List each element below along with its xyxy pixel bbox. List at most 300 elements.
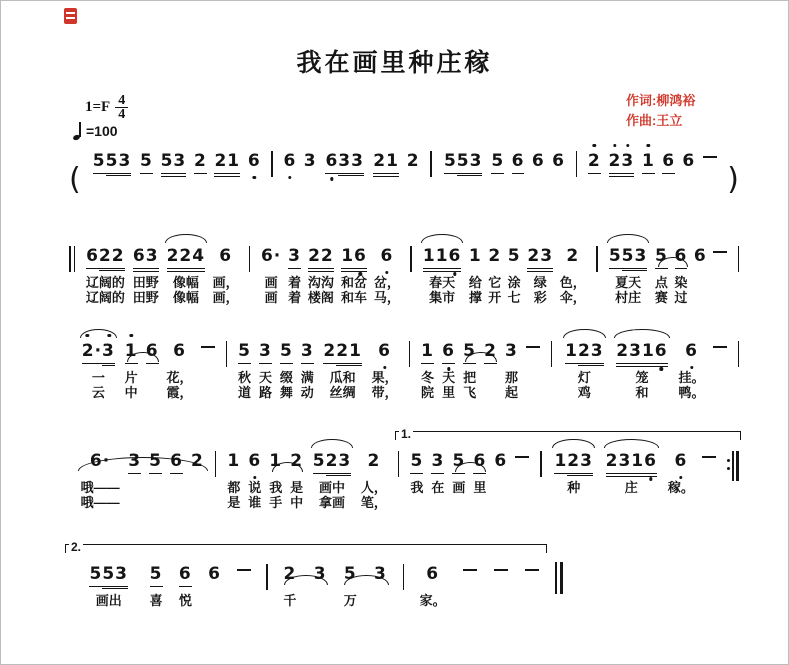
- note-group: 2: [588, 151, 601, 174]
- note-cell: [162, 246, 209, 305]
- sixteenth-beam-group: 3: [102, 341, 115, 361]
- lyric-line-1: 我: [410, 480, 424, 495]
- lyric-line-2: 撑: [468, 290, 482, 305]
- note-group: 3: [288, 246, 301, 269]
- note-group: 6·: [260, 246, 282, 266]
- note-group: [463, 564, 477, 584]
- note-group: 2: [367, 451, 381, 471]
- lyric-line-1: 春天: [429, 275, 456, 290]
- note-cell: [318, 341, 368, 400]
- measure: [273, 151, 430, 210]
- note-group: 5: [238, 341, 251, 364]
- lyric-line-1: 笼: [635, 370, 649, 385]
- note-group: 6: [170, 451, 183, 474]
- note-cell: [675, 341, 709, 400]
- note-text: [444, 151, 483, 171]
- note-group: 553: [609, 246, 648, 269]
- measure: [75, 246, 249, 305]
- note-text: [606, 451, 657, 471]
- note-group: 6·: [89, 451, 111, 471]
- note-text: [301, 341, 314, 361]
- lyric-line-1: 辽阔的: [85, 275, 125, 290]
- note-cell: [486, 564, 517, 623]
- note-cell: [466, 246, 485, 305]
- note-text: [609, 151, 635, 171]
- octave-dot-low: [330, 177, 333, 180]
- note-text: [214, 151, 240, 171]
- note-text: [526, 341, 540, 361]
- dash-note: [494, 569, 508, 571]
- note-cell: [604, 151, 638, 210]
- octave-dot-low: [288, 176, 291, 179]
- note-group: [713, 246, 727, 266]
- note-text: [133, 246, 159, 266]
- lyric-line-2: 村庄: [615, 290, 642, 305]
- volta-bracket: [395, 427, 741, 441]
- note-group: 6: [219, 246, 233, 266]
- lyric-line-1: 花，: [166, 370, 193, 385]
- note-cell: [548, 151, 568, 210]
- note-cell: [403, 151, 423, 210]
- note-text: [82, 341, 115, 361]
- octave-dot-low: [679, 476, 682, 479]
- volta-label: 1.: [401, 427, 412, 441]
- lyric-line-1: 秋: [238, 370, 252, 385]
- note-group: 6: [552, 151, 565, 171]
- note-cell: [300, 151, 320, 210]
- lyric-line-2: 中: [290, 495, 304, 510]
- note-group: 2: [283, 564, 297, 584]
- note-cell: [490, 451, 511, 510]
- note-cell: [335, 564, 365, 623]
- note-group: 6: [179, 564, 192, 587]
- lyric-line-1: 画出: [95, 593, 122, 608]
- note-text: [552, 151, 565, 171]
- note-group: 123: [554, 451, 593, 474]
- measure: [69, 564, 266, 623]
- lyric-line-1: 灯: [577, 370, 591, 385]
- note-text: [280, 341, 293, 361]
- note-text: [325, 151, 364, 171]
- lyric-line-2: 云: [91, 385, 105, 400]
- close-paren: ): [727, 162, 739, 197]
- note-group: 5: [140, 151, 153, 174]
- note-group: 116: [423, 246, 462, 269]
- measure: [432, 151, 576, 210]
- note-text: [140, 151, 153, 171]
- slur-arc: [421, 234, 464, 243]
- note-cell: [419, 246, 466, 305]
- note-text: [565, 341, 604, 361]
- note-cell: [504, 246, 523, 305]
- note-group: 6: [693, 246, 707, 266]
- note-cell: [76, 564, 141, 623]
- lyric-line-2: 动: [300, 385, 314, 400]
- measure: [216, 451, 397, 510]
- note-cell: [691, 246, 710, 305]
- lyric-line-1: 着: [288, 275, 302, 290]
- note-group: 6: [378, 341, 391, 361]
- measure: [399, 451, 540, 510]
- note-text: [491, 151, 504, 171]
- note-cell: [584, 151, 604, 210]
- slur-arc: [165, 234, 208, 243]
- dash-note: [237, 569, 251, 571]
- measure: [552, 341, 737, 400]
- note-group: [201, 341, 215, 361]
- octave-dot-high: [613, 144, 616, 147]
- note-text: [150, 564, 163, 584]
- note-cell: [244, 151, 264, 210]
- note-group: 5: [507, 246, 521, 266]
- note-group: 6: [208, 564, 221, 584]
- note-cell: [501, 341, 522, 400]
- note-group: 6: [248, 451, 261, 471]
- note-group: [525, 564, 539, 584]
- sixteenth-beam-group: 23: [567, 451, 593, 471]
- note-text: [248, 451, 261, 471]
- note-text: [713, 341, 727, 361]
- note-text: [674, 451, 687, 471]
- note-group: 63: [133, 246, 159, 269]
- dash-note: [515, 456, 529, 458]
- note-group: 3: [313, 564, 327, 584]
- note-cell: [163, 341, 197, 400]
- lyric-line-1: 画: [452, 480, 466, 495]
- note-group: 6: [674, 451, 687, 471]
- note-text: [173, 341, 186, 361]
- note-text: [308, 246, 334, 266]
- note-group: 5: [410, 451, 423, 474]
- octave-dot-low: [453, 272, 456, 275]
- music-system-1-intro: [69, 127, 739, 197]
- note-cell: [488, 151, 508, 210]
- measure: [81, 151, 272, 210]
- note-group: 2316: [606, 451, 657, 474]
- note-cell: [549, 451, 599, 510]
- lyric-line-1: 里: [473, 480, 487, 495]
- time-signature-denominator: 4: [115, 107, 128, 121]
- lyric-line-2: 拿画: [318, 495, 345, 510]
- note-text: [527, 246, 553, 266]
- sixteenth-beam-group: 53: [102, 564, 128, 584]
- note-cell: [297, 341, 318, 400]
- note-group: 1: [642, 151, 655, 174]
- octave-dot-low: [660, 367, 663, 370]
- note-group: 3: [259, 341, 272, 364]
- lyric-line-2: 路: [258, 385, 272, 400]
- sixteenth-beam-group: 53: [105, 151, 132, 171]
- note-cell: [698, 451, 720, 510]
- slur-arc: [311, 439, 354, 448]
- lyric-line-1: 果，: [371, 370, 398, 385]
- octave-dot-low: [649, 477, 652, 480]
- lyric-line-2: 起: [504, 385, 518, 400]
- sixteenth-beam-group: 23: [577, 341, 604, 361]
- tempo-value: =100: [86, 122, 118, 139]
- note-group: 6: [473, 451, 486, 474]
- note-group: 5: [280, 341, 293, 364]
- note-group: 5: [463, 341, 476, 364]
- note-text: [488, 246, 501, 266]
- octave-dot-low: [690, 366, 693, 369]
- measure: [577, 151, 727, 210]
- barline: [738, 246, 740, 272]
- lyric-line-2: 楼阁: [307, 290, 334, 305]
- music-system-3: [69, 317, 739, 413]
- note-text: [373, 151, 399, 171]
- note-group: 5: [655, 246, 668, 269]
- note-cell: [187, 451, 208, 510]
- note-text: [410, 451, 423, 471]
- note-group: 6: [380, 246, 393, 266]
- note-cell: [469, 451, 490, 510]
- note-cell: [528, 151, 548, 210]
- lyric-line-2: 飞: [463, 385, 477, 400]
- lyric-line-1: 挂。: [678, 370, 705, 385]
- note-text: [609, 246, 648, 266]
- note-cell: [142, 341, 163, 400]
- note-text: [237, 564, 251, 584]
- note-text: [323, 341, 362, 361]
- note-text: [238, 341, 251, 361]
- note-group: 6: [284, 151, 297, 171]
- note-group: 2: [484, 341, 497, 364]
- note-text: [380, 246, 393, 266]
- note-group: 633: [325, 151, 364, 174]
- note-group: 2: [194, 151, 207, 174]
- note-group: 5: [452, 451, 465, 474]
- lyric-line-1: 万: [343, 593, 357, 608]
- lyric-line-2: 赛: [654, 290, 668, 305]
- note-group: 23: [609, 151, 635, 174]
- octave-dot-high: [626, 144, 629, 147]
- lyric-line-2: 辽阔的: [85, 290, 125, 305]
- note-text: [512, 151, 525, 171]
- octave-dot-low: [253, 176, 256, 179]
- repeat-dots: [727, 451, 730, 477]
- note-cell: [480, 341, 501, 400]
- note-group: [702, 451, 716, 471]
- lyric-line-2: 中: [124, 385, 138, 400]
- note-cell: [82, 246, 130, 305]
- note-cell: [485, 246, 504, 305]
- note-cell: [652, 246, 672, 305]
- lyric-line-2: 笔，: [360, 495, 387, 510]
- lyric-line-2: 画: [264, 290, 278, 305]
- note-text: [86, 246, 125, 266]
- lyric-line-1: 和岔: [341, 275, 368, 290]
- note-cell: [454, 564, 485, 623]
- note-group: 6: [494, 451, 508, 471]
- note-cell: [305, 564, 335, 623]
- slur-arc: [607, 234, 650, 243]
- sixteenth-beam-group: 53: [456, 151, 483, 171]
- lyric-line-1: 冬: [421, 370, 435, 385]
- note-cell: [438, 341, 459, 400]
- octave-dot-low: [253, 476, 256, 479]
- red-logo-mark: [64, 8, 77, 24]
- note-text: [194, 151, 207, 171]
- lyric-line-1: 点: [654, 275, 668, 290]
- note-group: [526, 341, 540, 361]
- note-cell: [320, 151, 369, 210]
- note-text: [161, 151, 187, 171]
- lyric-line-1: 稼。: [667, 480, 694, 495]
- note-cell: [417, 341, 438, 400]
- note-cell: [275, 564, 305, 623]
- lyric-line-1: 庄: [624, 480, 638, 495]
- note-group: 53: [161, 151, 187, 174]
- lyric-line-2: 画，: [212, 290, 239, 305]
- octave-dot-high: [129, 334, 132, 337]
- note-group: 6: [512, 151, 525, 174]
- lyric-line-1: 绿: [533, 275, 547, 290]
- lyric-line-2: 道: [238, 385, 252, 400]
- note-cell: [265, 451, 286, 510]
- dash-note: [526, 346, 540, 348]
- note-text: [616, 341, 667, 361]
- note-group: 3: [374, 564, 387, 584]
- note-text: [662, 151, 675, 171]
- music-system-4: [69, 427, 739, 527]
- note-group: 1: [125, 341, 138, 364]
- lyric-line-2: 七: [507, 290, 521, 305]
- note-text: [463, 564, 477, 584]
- note-text: [219, 246, 232, 266]
- dash-note: [713, 251, 727, 253]
- music-system-2: [69, 222, 739, 318]
- note-text: [682, 151, 695, 171]
- note-cell: [679, 151, 699, 210]
- note-text: [367, 451, 380, 471]
- note-text: [423, 246, 462, 266]
- slur-arc: [563, 329, 606, 338]
- note-text: [248, 151, 261, 171]
- measure: [542, 451, 727, 510]
- note-cell: [280, 151, 300, 210]
- lyric-line-1: 缀: [279, 370, 293, 385]
- measure: [412, 246, 596, 305]
- note-cell: [190, 151, 210, 210]
- lyric-line-2: 哦——: [80, 495, 120, 510]
- sixteenth-beam-group: 23: [325, 451, 352, 471]
- note-cell: [517, 564, 548, 623]
- octave-dot-high: [593, 144, 596, 147]
- note-text: [304, 151, 317, 171]
- lyric-line-2: 开: [488, 290, 502, 305]
- lyric-line-2: 和: [635, 385, 649, 400]
- note-group: 3: [505, 341, 518, 361]
- note-cell: [559, 341, 609, 400]
- lyric-line-1: 人，: [360, 480, 387, 495]
- note-group: 3: [128, 451, 141, 474]
- note-text: [505, 341, 518, 361]
- lyric-line-1: 悦: [178, 593, 192, 608]
- lyric-line-1: 哦——: [80, 480, 120, 495]
- note-text: [259, 341, 272, 361]
- slur-arc: [604, 439, 659, 448]
- measure: [227, 341, 408, 400]
- lyric-line-2: 田野: [132, 290, 159, 305]
- dash-note: [463, 569, 477, 571]
- note-group: 5: [150, 564, 163, 587]
- lyric-line-1: 染: [674, 275, 688, 290]
- note-group: 6: [248, 151, 261, 171]
- note-text: [469, 246, 482, 266]
- lyric-line-1: 片: [124, 370, 138, 385]
- note-cell: [659, 151, 679, 210]
- lyric-line-2: 和车: [341, 290, 368, 305]
- note-text: [508, 246, 521, 266]
- note-cell: [157, 151, 191, 210]
- note-cell: [524, 246, 557, 305]
- note-group: 6: [146, 341, 159, 364]
- note-cell: [121, 341, 142, 400]
- note-group: 21: [214, 151, 240, 174]
- lyric-line-1: 千: [283, 593, 297, 608]
- note-group: [703, 151, 717, 171]
- note-group: 6: [675, 246, 688, 269]
- note-cell: [209, 246, 242, 305]
- lyric-line-1: 岔，: [373, 275, 400, 290]
- lyric-line-2: 过: [674, 290, 688, 305]
- note-group: 1: [468, 246, 482, 266]
- lyric-line-2: 霞，: [166, 385, 193, 400]
- lyric-line-1: 涂: [507, 275, 521, 290]
- note-group: 16: [341, 246, 367, 269]
- lyric-line-1: 画中: [318, 480, 345, 495]
- note-cell: [368, 341, 402, 400]
- lyric-line-2: 手: [269, 495, 283, 510]
- note-group: 2: [566, 246, 580, 266]
- lyric-line-1: 田野: [132, 275, 159, 290]
- volta-label: 2.: [71, 540, 82, 554]
- note-group: [515, 451, 529, 471]
- note-text: [378, 341, 391, 361]
- measure: [250, 246, 410, 305]
- note-text: [702, 451, 716, 471]
- lyric-line-1: 夏天: [615, 275, 642, 290]
- note-text: [494, 564, 508, 584]
- note-text: [642, 151, 655, 171]
- slur-arc: [552, 439, 595, 448]
- note-text: [713, 246, 727, 266]
- note-text: [515, 451, 529, 471]
- note-cell: [599, 451, 664, 510]
- lyric-line-1: 色，: [559, 275, 586, 290]
- note-group: 1: [421, 341, 434, 364]
- lyric-line-1: 一: [91, 370, 105, 385]
- slur-arc: [80, 329, 117, 338]
- note-cell: [200, 564, 229, 623]
- repeat-end-barline: [727, 451, 739, 481]
- note-group: 2: [191, 451, 204, 471]
- note-text: [179, 564, 192, 584]
- lyric-line-1: 像幅: [172, 275, 199, 290]
- note-text: [442, 341, 455, 361]
- note-cell: [129, 246, 162, 305]
- note-group: 224: [167, 246, 206, 269]
- note-cell: [522, 341, 544, 400]
- dash-note: [201, 346, 215, 348]
- lyric-line-1: 是: [290, 480, 304, 495]
- note-text: [407, 151, 420, 171]
- note-group: 622: [86, 246, 125, 269]
- volta-bracket: [65, 540, 547, 554]
- note-group: 5: [343, 564, 357, 584]
- note-cell: [369, 151, 403, 210]
